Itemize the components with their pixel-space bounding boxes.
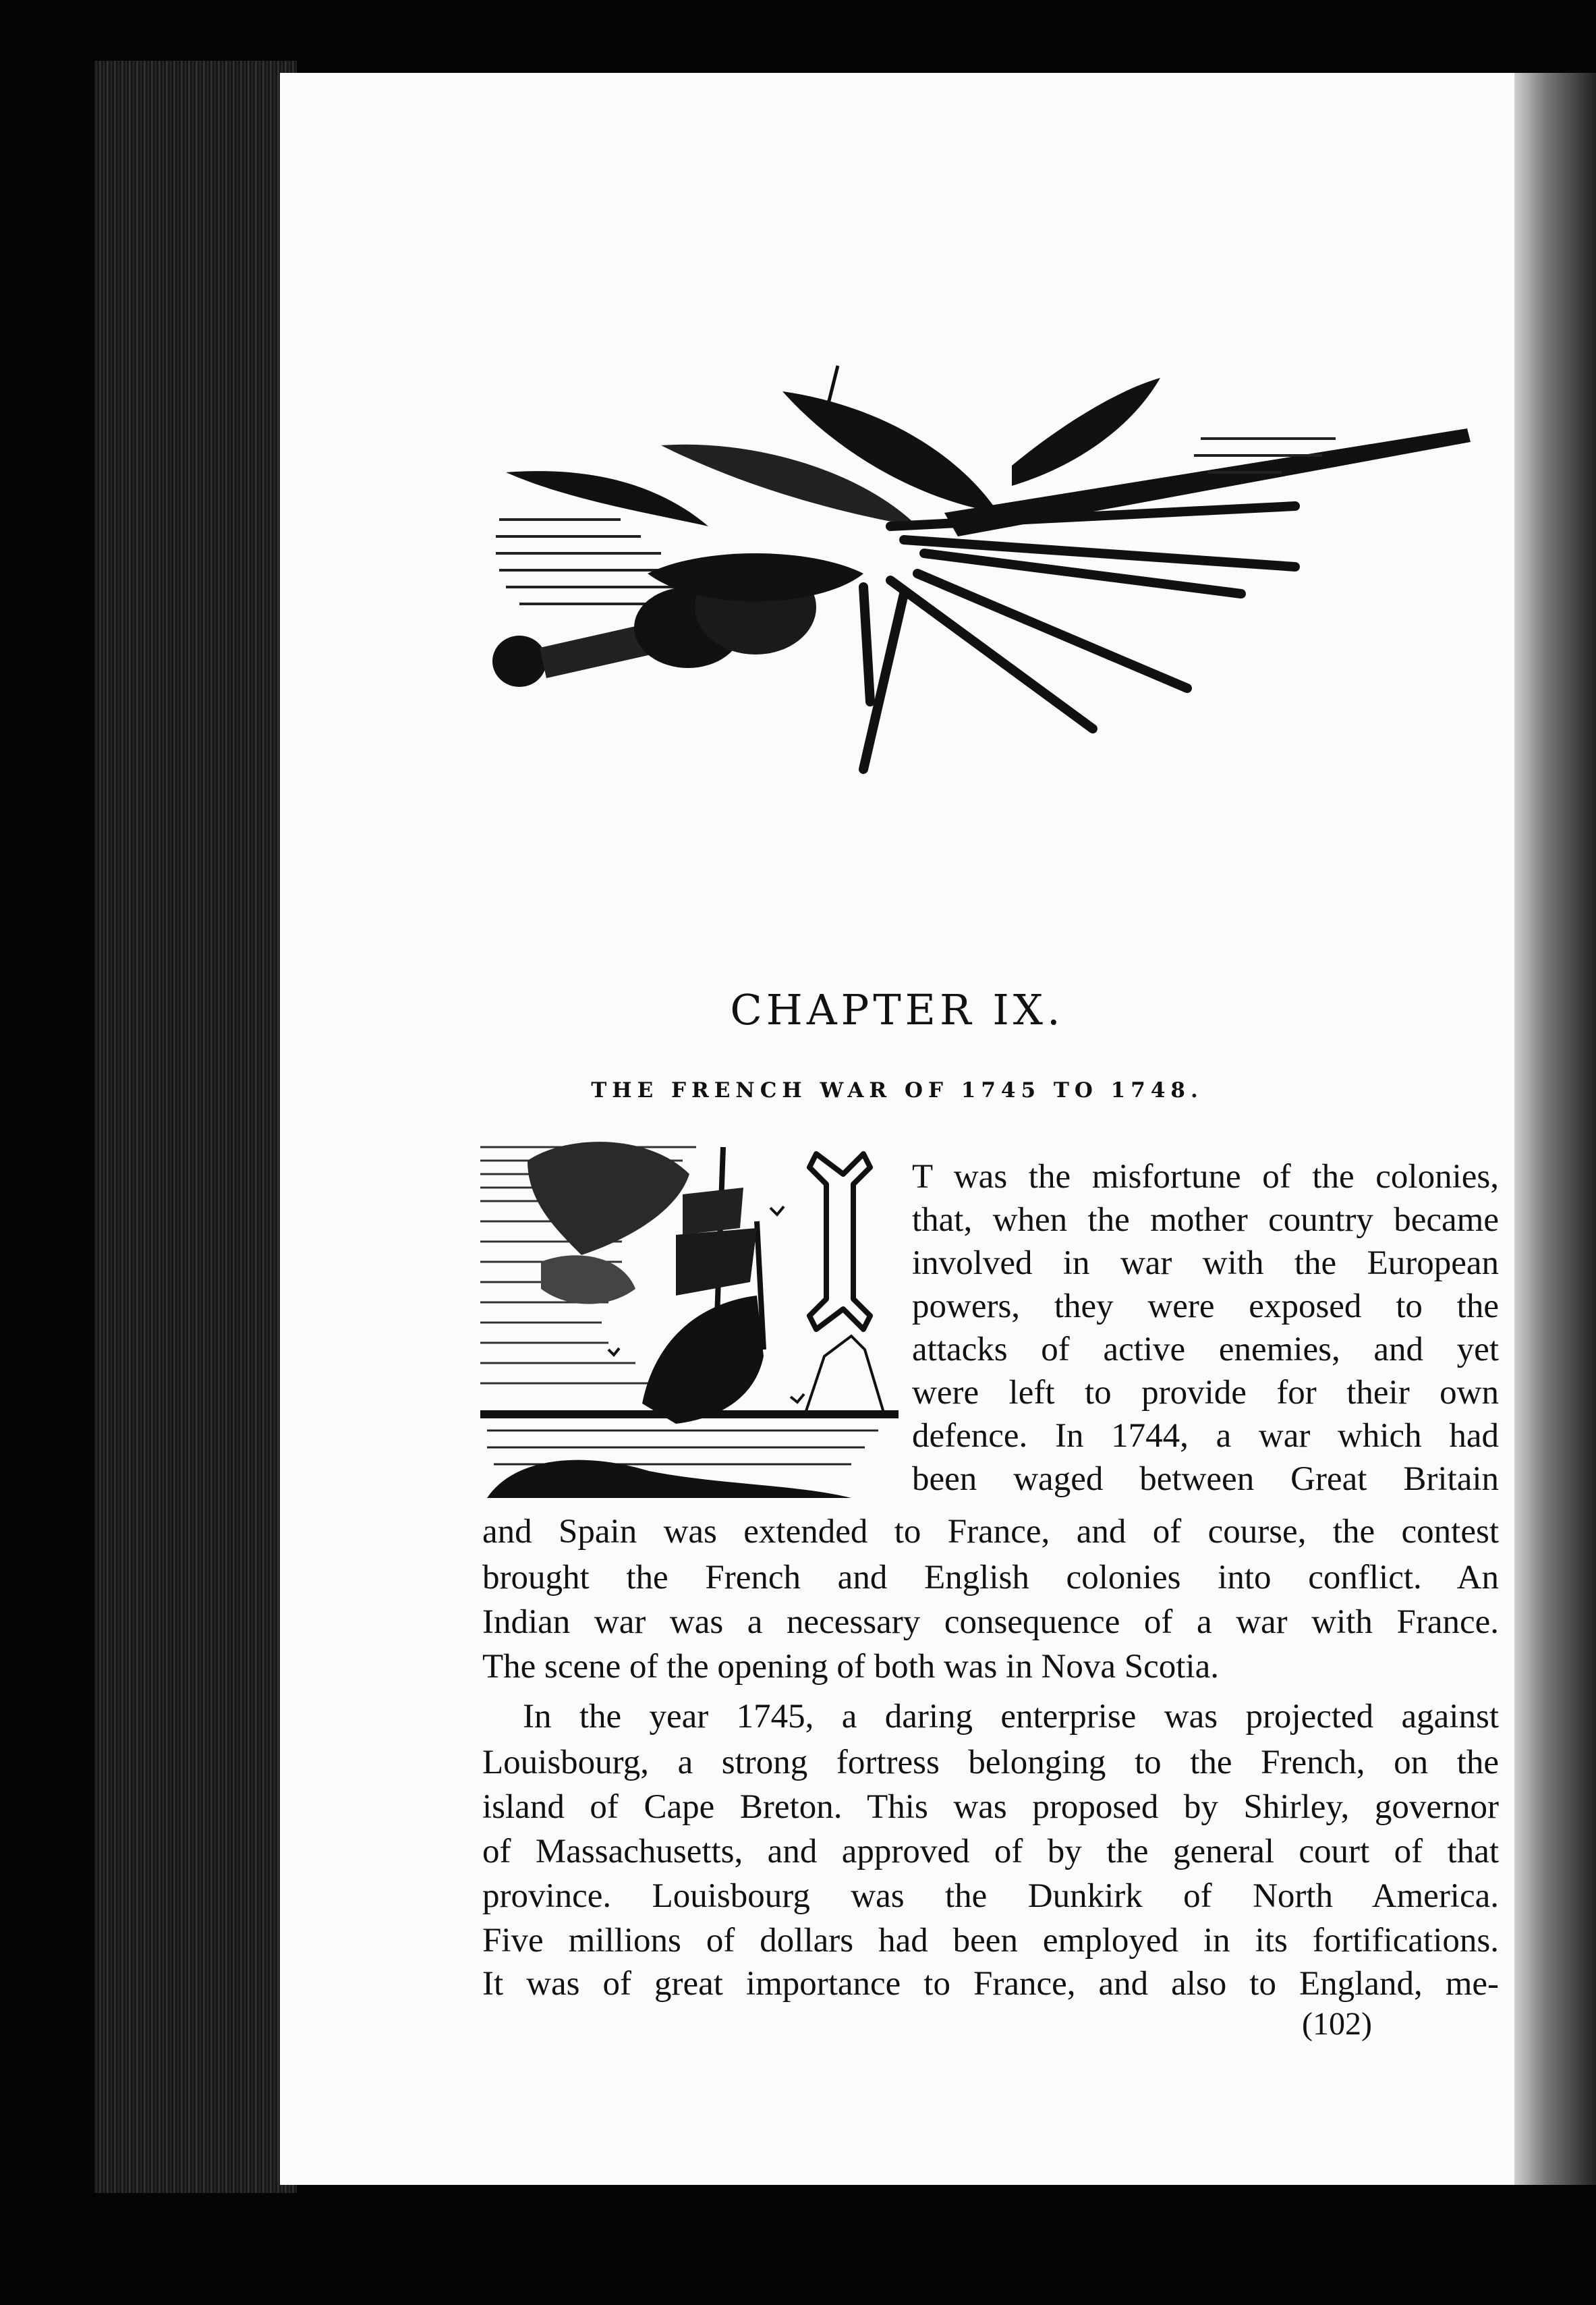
chapter-subtitle: THE FRENCH WAR OF 1745 TO 1748. bbox=[591, 1078, 1203, 1103]
book-spine bbox=[94, 61, 297, 2193]
paragraph-1-line-9: and Spain was extended to France, and of course, the contest bbox=[482, 1513, 1499, 1551]
paragraph-1-line-6: were left to provide for their own bbox=[912, 1374, 1499, 1412]
paragraph-2-line-7: It was of great importance to France, and also to England, me- bbox=[482, 1965, 1499, 2003]
paragraph-1-line-11: Indian war was a necessary consequence of a war with France. bbox=[482, 1603, 1499, 1641]
chapter-title: CHAPTER IX. bbox=[730, 985, 1064, 1034]
page-edge-shadow bbox=[1514, 73, 1596, 2185]
paragraph-1-line-12: The scene of the opening of both was in Nova Scotia. bbox=[482, 1648, 1219, 1686]
paragraph-1-line-2: that, when the mother country became bbox=[912, 1201, 1499, 1239]
paragraph-1-line-10: brought the French and English colonies into conflict. An bbox=[482, 1559, 1499, 1596]
weapons-and-feathers-icon bbox=[486, 351, 1484, 877]
paragraph-1-line-1: T was the misfortune of the colonies, bbox=[912, 1158, 1499, 1196]
paragraph-2-line-1: In the year 1745, a daring enterprise was projected against bbox=[523, 1698, 1499, 1735]
ornamental-letter-i-icon bbox=[803, 1147, 877, 1336]
paragraph-1-line-7: defence. In 1744, a war which had bbox=[912, 1417, 1499, 1455]
paragraph-2-line-5: province. Louisbourg was the Dunkirk of North America. bbox=[482, 1877, 1499, 1915]
paragraph-1-line-3: involved in war with the European bbox=[912, 1244, 1499, 1282]
paragraph-2-line-3: island of Cape Breton. This was proposed by Shirley, governor bbox=[482, 1788, 1499, 1826]
paragraph-1-line-5: attacks of active enemies, and yet bbox=[912, 1331, 1499, 1368]
paragraph-1-line-4: powers, they were exposed to the bbox=[912, 1287, 1499, 1325]
paragraph-2-line-2: Louisbourg, a strong fortress belonging to the French, on the bbox=[482, 1744, 1499, 1781]
page-number: (102) bbox=[1302, 2006, 1372, 2042]
paragraph-2-line-4: of Massachusetts, and approved of by the general court of that bbox=[482, 1833, 1499, 1870]
paragraph-1-line-8: been waged between Great Britain bbox=[912, 1460, 1499, 1498]
paragraph-2-line-6: Five millions of dollars had been employed in its fortifications. bbox=[482, 1922, 1499, 1960]
